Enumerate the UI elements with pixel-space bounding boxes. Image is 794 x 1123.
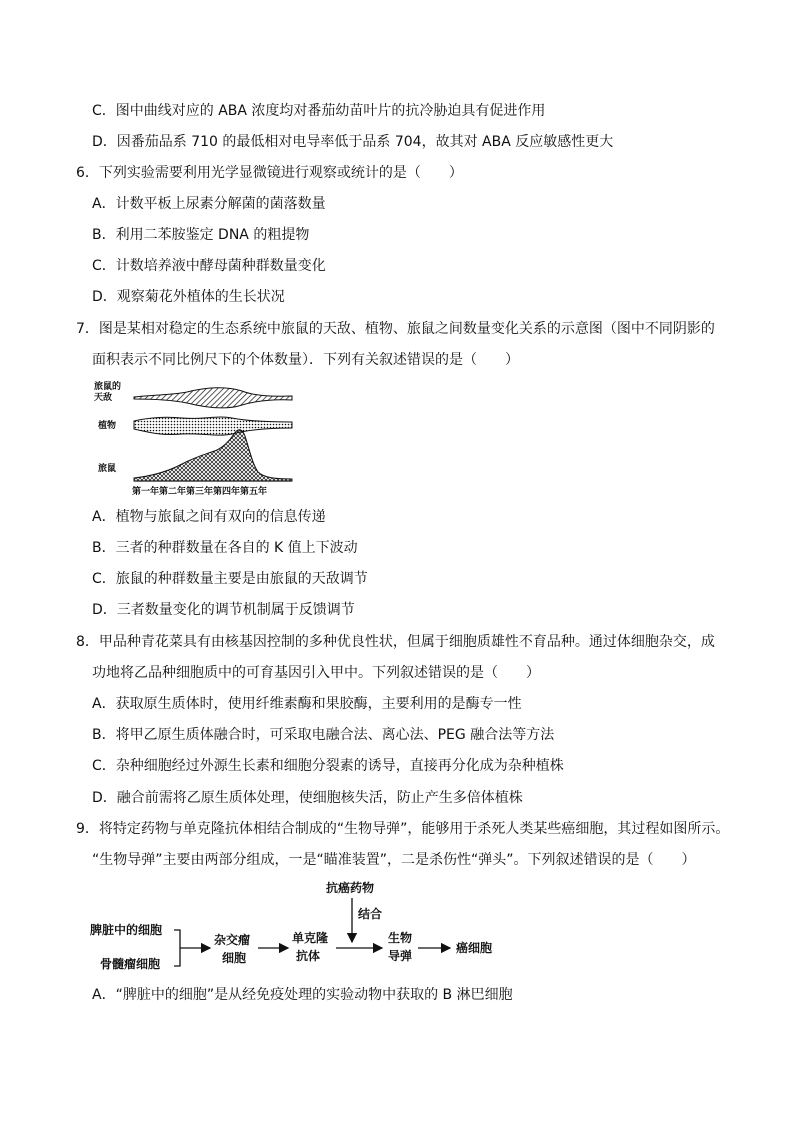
- q9-stem-line1: 9．将特定药物与单克隆抗体相结合制成的“生物导弹”，能够用于杀死人类某些癌细胞，其过程如图所示。: [76, 821, 730, 837]
- q8-option-c: C．杂种细胞经过外源生长素和细胞分裂素的诱导，直接再分化成为杂种植株: [92, 758, 564, 774]
- lemming-population-area: [134, 430, 292, 481]
- q7-stem-line1: 7．图是某相对稳定的生态系统中旅鼠的天敌、植物、旅鼠之间数量变化关系的示意图（图中不同阴影的: [76, 321, 715, 337]
- q7-option-a: A．植物与旅鼠之间有双向的信息传递: [92, 509, 326, 525]
- node-cancer-cells: 癌细胞: [456, 941, 493, 955]
- node-missile-1: 生物: [388, 931, 413, 945]
- q7-stem-line2: 面积表示不同比例尺下的个体数量）．下列有关叙述错误的是（ ）: [92, 352, 519, 368]
- q8-stem-line2: 功地将乙品种细胞质中的可育基因引入甲中。下列叙述错误的是（ ）: [92, 665, 540, 681]
- q6-option-c: C．计数培养液中酵母菌种群数量变化: [92, 258, 326, 274]
- q9-process-diagram: [90, 878, 530, 978]
- q7-option-d: D．三者数量变化的调节机制属于反馈调节: [92, 602, 355, 618]
- node-spleen-cells: 脾脏中的细胞: [90, 923, 163, 937]
- node-hybridoma-1: 杂交瘤: [214, 933, 251, 947]
- node-missile-2: 导弹: [388, 949, 413, 963]
- q8-option-d: D．融合前需将乙原生质体处理，使细胞核失活，防止产生多倍体植株: [92, 790, 523, 806]
- label-combine: 结合: [358, 907, 383, 921]
- predator-population-band: [134, 388, 292, 408]
- plant-population-band: [134, 417, 292, 435]
- q5-option-c: C．图中曲线对应的 ABA 浓度均对番茄幼苗叶片的抗冷胁迫具有促进作用: [92, 103, 546, 119]
- q7-option-b: B．三者的种群数量在各自的 K 值上下波动: [92, 540, 358, 556]
- q8-option-a: A．获取原生质体时，使用纤维素酶和果胶酶，主要利用的是酶专一性: [92, 696, 522, 712]
- label-predator-1: 旅鼠的: [94, 382, 122, 392]
- q9-option-a: A．“脾脏中的细胞”是从经免疫处理的实验动物中获取的 B 淋巴细胞: [92, 987, 513, 1003]
- q7-option-c: C．旅鼠的种群数量主要是由旅鼠的天敌调节: [92, 571, 368, 587]
- merge-bracket: [174, 930, 180, 966]
- label-lemming: 旅鼠: [98, 464, 117, 474]
- q6-stem: 6．下列实验需要利用光学显微镜进行观察或统计的是（ ）: [76, 165, 463, 181]
- node-myeloma-cells: 骨髓瘤细胞: [100, 957, 161, 971]
- x-axis-years: 第一年第二年第三年第四年第五年: [132, 487, 268, 497]
- node-mab-1: 单克隆: [292, 931, 329, 945]
- label-plant: 植物: [98, 421, 117, 431]
- q8-stem-line1: 8．甲品种青花菜具有由核基因控制的多种优良性状，但属于细胞质雄性不育品种。通过体细胞杂交，成: [76, 634, 715, 650]
- q8-option-b: B．将甲乙原生质体融合时，可采取电融合法、离心法、PEG 融合法等方法: [92, 727, 555, 743]
- node-anticancer-drug: 抗癌药物: [326, 881, 375, 895]
- q9-stem-line2: “生物导弹”主要由两部分组成，一是“瞄准装置”，二是杀伤性“弹头”。下列叙述错误的是（ ）: [92, 852, 696, 868]
- node-hybridoma-2: 细胞: [222, 951, 247, 965]
- q6-option-b: B．利用二苯胺鉴定 DNA 的粗提物: [92, 227, 310, 243]
- node-mab-2: 抗体: [296, 949, 321, 963]
- q5-option-d: D．因番茄品系 710 的最低相对电导率低于品系 704，故其对 ABA 反应敏感性更大: [92, 134, 614, 150]
- q6-option-d: D．观察菊花外植体的生长状况: [92, 289, 285, 305]
- label-predator-2: 天敌: [94, 393, 113, 403]
- q7-population-figure: [92, 378, 302, 500]
- q6-option-a: A．计数平板上尿素分解菌的菌落数量: [92, 196, 326, 212]
